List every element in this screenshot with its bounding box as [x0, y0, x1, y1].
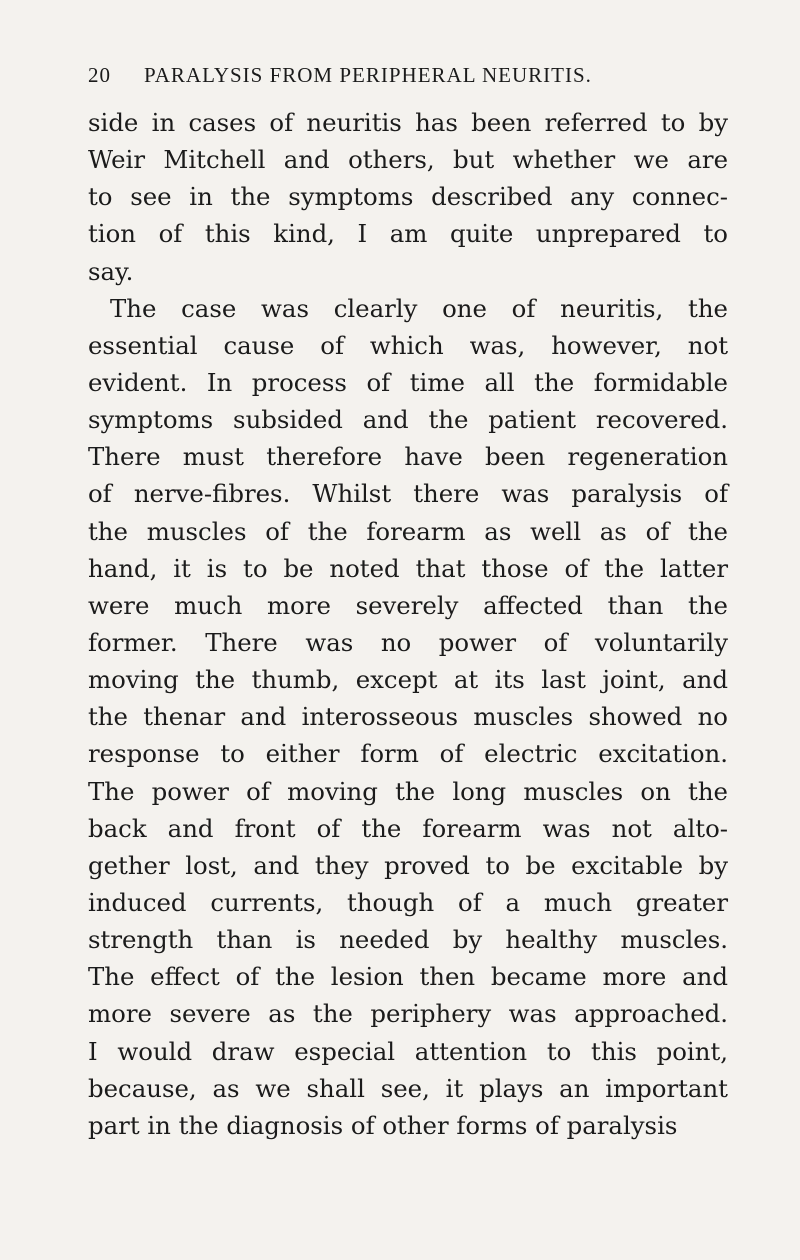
text-line: because, as we shall see, it plays an important: [88, 1073, 728, 1103]
text-line: strength than is needed by healthy muscles.: [88, 925, 728, 955]
running-title: PARALYSIS FROM PERIPHERAL NEURITIS.: [144, 63, 592, 87]
text-line: the thenar and interosseous muscles showed no: [88, 702, 728, 732]
text-line: I would draw especial attention to this point,: [88, 1036, 728, 1066]
text-line: of nerve-fibres. Whilst there was paralysis of: [88, 479, 728, 509]
page-number: 20: [88, 63, 111, 87]
text-line: part in the diagnosis of other forms of paralysis: [88, 1110, 678, 1140]
text-line: to see in the symptoms described any connec-: [88, 182, 728, 212]
text-line: more severe as the periphery was approached.: [88, 999, 728, 1029]
text-line: former. There was no power of voluntarily: [88, 627, 728, 657]
text-line: essential cause of which was, however, not: [88, 330, 728, 360]
text-line: The case was clearly one of neuritis, the: [110, 293, 728, 323]
text-line: There must therefore have been regeneration: [88, 442, 728, 472]
text-line: hand, it is to be noted that those of the latter: [88, 553, 728, 583]
running-head: [88, 60, 688, 90]
text-line: side in cases of neuritis has been referred to by: [88, 108, 728, 137]
text-line: The effect of the lesion then became more and: [88, 962, 728, 992]
text-line: the muscles of the forearm as well as of the: [88, 516, 728, 546]
text-line: were much more severely affected than the: [88, 590, 728, 620]
text-line: back and front of the forearm was not alto-: [88, 813, 728, 843]
text-line: Weir Mitchell and others, but whether we are: [88, 145, 728, 175]
text-line: say.: [88, 256, 134, 286]
text-line: gether lost, and they proved to be excitable by: [88, 850, 728, 880]
text-line: tion of this kind, I am quite unprepared to: [88, 219, 728, 249]
text-line: evident. In process of time all the formidable: [88, 367, 728, 397]
text-line: The power of moving the long muscles on the: [88, 776, 728, 806]
text-line: moving the thumb, except at its last joint, and: [88, 665, 728, 695]
text-line: response to either form of electric excitation.: [88, 739, 728, 769]
text-line: induced currents, though of a much greater: [88, 887, 728, 917]
body-text: [88, 104, 728, 1144]
text-line: symptoms subsided and the patient recovered.: [88, 405, 728, 435]
